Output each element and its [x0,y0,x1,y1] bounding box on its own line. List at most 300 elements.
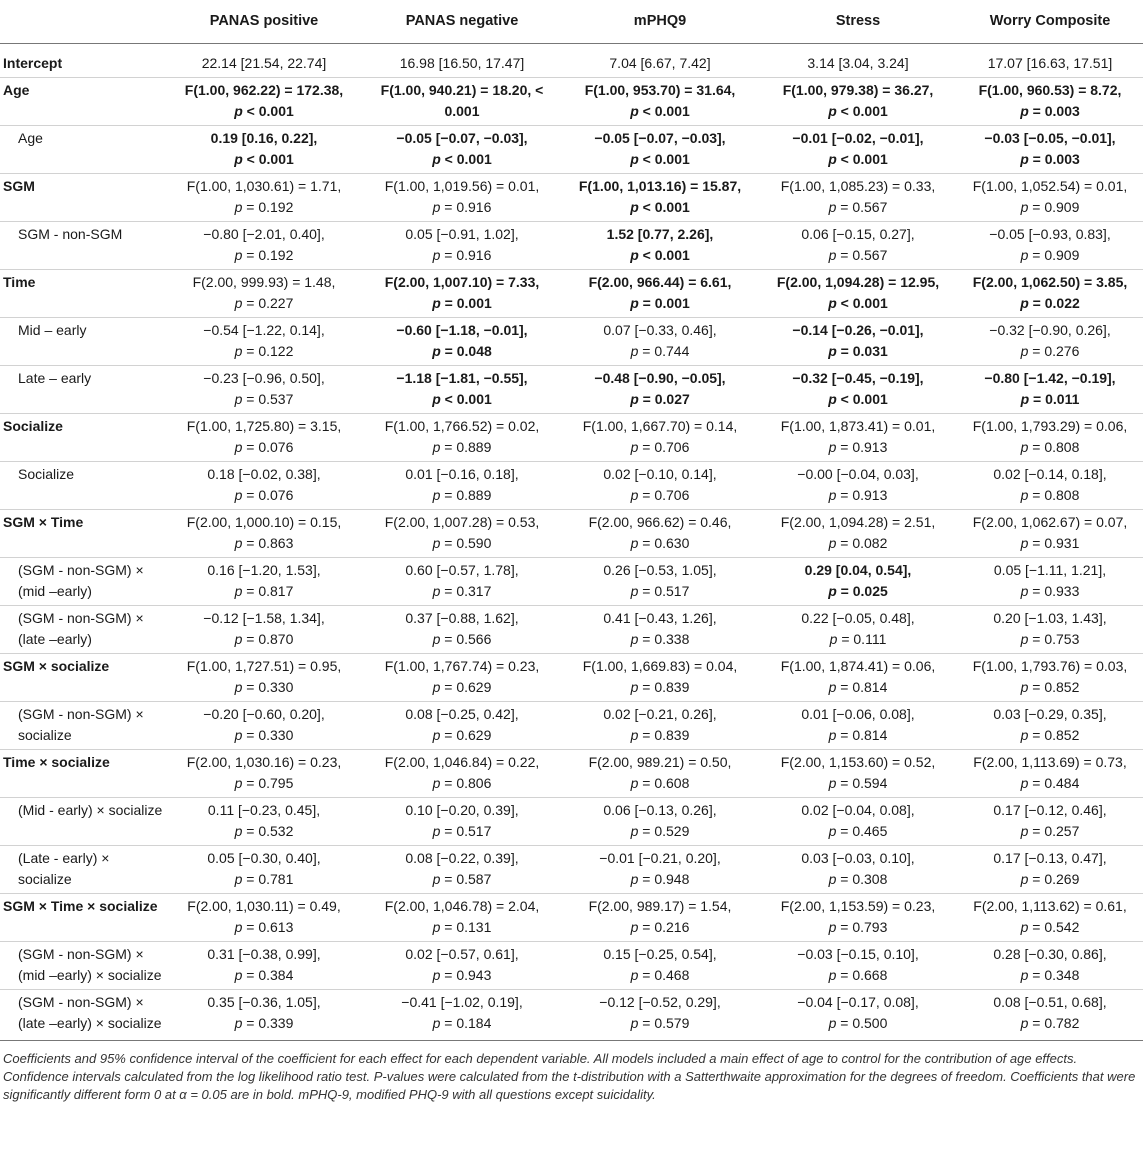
cell-line: p = 0.542 [1020,919,1080,935]
cell-line: p = 0.276 [1020,343,1080,359]
cell-line: −0.12 [−1.58, 1.34], [203,610,325,626]
row-label: Socialize [0,414,165,462]
cell-line: p = 0.579 [630,1015,690,1031]
cell-line: p = 0.192 [234,199,294,215]
table-cell [957,894,1143,942]
cell-line: p = 0.227 [234,295,294,311]
cell-line: p = 0.931 [1020,535,1080,551]
cell-line: 17.07 [16.63, 17.51] [987,55,1113,71]
table-cell [957,222,1143,270]
header-row [0,0,1143,44]
table-cell [759,750,957,798]
table-row [0,78,1143,126]
cell-line: p = 0.852 [1020,727,1080,743]
table-cell [363,750,561,798]
table-cell [561,366,759,414]
cell-line: p = 0.257 [1020,823,1080,839]
table-row [0,654,1143,702]
cell-line: 0.03 [−0.29, 0.35], [993,706,1107,722]
table-cell [363,942,561,990]
row-label: Intercept [0,44,165,78]
header-cell-stress: Stress [759,0,957,44]
cell-line: p = 0.003 [1020,103,1080,119]
table-cell [957,318,1143,366]
header-cell-panas-negative: PANAS negative [363,0,561,44]
cell-line: p = 0.889 [432,487,492,503]
cell-line: p = 0.852 [1020,679,1080,695]
table-cell [363,510,561,558]
cell-line: 0.31 [−0.38, 0.99], [207,946,321,962]
cell-line: 0.02 [−0.04, 0.08], [801,802,915,818]
cell-line: p = 0.131 [432,919,492,935]
cell-line: p = 0.587 [432,871,492,887]
table-cell [561,942,759,990]
cell-line: F(2.00, 1,153.60) = 0.52, [780,754,936,770]
cell-line: p = 0.339 [234,1015,294,1031]
table-row [0,846,1143,894]
cell-line: F(2.00, 1,062.50) = 3.85, [972,274,1128,290]
cell-line: F(1.00, 1,052.54) = 0.01, [972,178,1128,194]
cell-line: −0.12 [−0.52, 0.29], [599,994,721,1010]
cell-line: 0.16 [−1.20, 1.53], [207,562,321,578]
cell-line: p = 0.532 [234,823,294,839]
row-label: (SGM - non-SGM) × socialize [0,702,165,750]
cell-line: F(1.00, 962.22) = 172.38, [184,82,344,98]
cell-line: p = 0.567 [828,247,888,263]
cell-line: F(1.00, 1,019.56) = 0.01, [384,178,540,194]
cell-line: p = 0.384 [234,967,294,983]
table-cell [561,702,759,750]
cell-line: p = 0.338 [630,631,690,647]
cell-line: −0.23 [−0.96, 0.50], [203,370,325,386]
table-row [0,44,1143,78]
table-cell [759,510,957,558]
cell-line: p = 0.668 [828,967,888,983]
cell-line: p = 0.192 [234,247,294,263]
cell-line: p = 0.793 [828,919,888,935]
table-cell [759,894,957,942]
table-cell [759,702,957,750]
row-label: (SGM - non-SGM) × (mid –early) [0,558,165,606]
cell-line: 0.06 [−0.15, 0.27], [801,226,915,242]
cell-line: 0.001 [444,103,480,119]
header-cell-worry-composite: Worry Composite [957,0,1143,44]
table-cell [561,462,759,510]
cell-line: p = 0.839 [630,679,690,695]
cell-line: 0.07 [−0.33, 0.46], [603,322,717,338]
cell-line: p = 0.909 [1020,247,1080,263]
cell-line: F(2.00, 1,062.67) = 0.07, [972,514,1128,530]
table-cell [165,990,363,1041]
table-cell [165,846,363,894]
cell-line: p = 0.001 [432,295,492,311]
cell-line: p = 0.184 [432,1015,492,1031]
cell-line: p = 0.613 [234,919,294,935]
table-cell [363,44,561,78]
cell-line: 22.14 [21.54, 22.74] [201,55,327,71]
table-header [0,0,1143,44]
table-cell [957,270,1143,318]
row-label: (Mid - early) × socialize [0,798,165,846]
table-cell [561,270,759,318]
table-cell [165,942,363,990]
row-label: SGM × Time × socialize [0,894,165,942]
cell-line: p = 0.317 [432,583,492,599]
cell-line: 0.02 [−0.10, 0.14], [603,466,717,482]
table-cell [165,462,363,510]
table-cell [363,990,561,1041]
cell-line: 0.05 [−1.11, 1.21], [993,562,1107,578]
table-cell [561,222,759,270]
cell-line: F(2.00, 989.17) = 1.54, [588,898,732,914]
table-row [0,990,1143,1041]
cell-line: −0.01 [−0.21, 0.20], [599,850,721,866]
table-cell [363,846,561,894]
cell-line: −0.32 [−0.90, 0.26], [989,322,1111,338]
row-label: SGM [0,174,165,222]
table-row [0,606,1143,654]
table-cell [957,510,1143,558]
cell-line: F(1.00, 960.53) = 8.72, [978,82,1122,98]
cell-line: p < 0.001 [630,103,690,119]
cell-line: p = 0.076 [234,487,294,503]
cell-line: 0.10 [−0.20, 0.39], [405,802,519,818]
cell-line: −0.03 [−0.15, 0.10], [797,946,919,962]
cell-line: F(1.00, 1,766.52) = 0.02, [384,418,540,434]
table-cell [165,78,363,126]
cell-line: F(1.00, 1,767.74) = 0.23, [384,658,540,674]
table-cell [759,222,957,270]
cell-line: −0.41 [−1.02, 0.19], [401,994,523,1010]
cell-line: p = 0.594 [828,775,888,791]
cell-line: p = 0.048 [432,343,492,359]
cell-line: p = 0.629 [432,727,492,743]
cell-line: p = 0.706 [630,487,690,503]
cell-line: p = 0.782 [1020,1015,1080,1031]
cell-line: F(1.00, 1,727.51) = 0.95, [186,658,342,674]
cell-line: F(1.00, 1,669.83) = 0.04, [582,658,738,674]
table-cell [165,510,363,558]
table-cell [561,750,759,798]
cell-line: p < 0.001 [630,199,690,215]
cell-line: F(1.00, 1,873.41) = 0.01, [780,418,936,434]
table-cell [759,654,957,702]
cell-line: p = 0.269 [1020,871,1080,887]
cell-line: F(2.00, 1,007.10) = 7.33, [384,274,540,290]
table-cell [759,846,957,894]
table-cell [165,174,363,222]
cell-line: 0.22 [−0.05, 0.48], [801,610,915,626]
cell-line: F(1.00, 1,013.16) = 15.87, [578,178,742,194]
table-cell [759,606,957,654]
table-cell [561,846,759,894]
table-cell [363,462,561,510]
row-label: SGM × Time [0,510,165,558]
cell-line: p = 0.753 [1020,631,1080,647]
cell-line: p = 0.348 [1020,967,1080,983]
row-label: (SGM - non-SGM) × (mid –early) × socialize [0,942,165,990]
cell-line: 0.02 [−0.57, 0.61], [405,946,519,962]
cell-line: 1.52 [0.77, 2.26], [606,226,714,242]
table-cell [759,414,957,462]
table-cell [561,558,759,606]
cell-line: p = 0.465 [828,823,888,839]
table-cell [759,558,957,606]
cell-line: p = 0.330 [234,727,294,743]
cell-line: p = 0.082 [828,535,888,551]
table-cell [363,654,561,702]
cell-line: p = 0.468 [630,967,690,983]
table-cell [561,894,759,942]
cell-line: p = 0.001 [630,295,690,311]
cell-line: F(2.00, 1,153.59) = 0.23, [780,898,936,914]
table-cell [759,78,957,126]
cell-line: 0.01 [−0.16, 0.18], [405,466,519,482]
cell-line: F(1.00, 1,725.80) = 3.15, [186,418,342,434]
cell-line: −0.80 [−2.01, 0.40], [203,226,325,242]
table-row [0,558,1143,606]
cell-line: 0.11 [−0.23, 0.45], [207,802,321,818]
cell-line: p = 0.795 [234,775,294,791]
table-cell [759,270,957,318]
cell-line: −0.80 [−1.42, −0.19], [984,370,1116,386]
table-cell [165,606,363,654]
cell-line: p = 0.529 [630,823,690,839]
table-cell [165,750,363,798]
cell-line: p = 0.517 [630,583,690,599]
cell-line: −0.20 [−0.60, 0.20], [203,706,325,722]
table-cell [759,798,957,846]
cell-line: p < 0.001 [828,391,888,407]
table-row [0,510,1143,558]
cell-line: 0.08 [−0.25, 0.42], [405,706,519,722]
cell-line: p = 0.814 [828,727,888,743]
table-cell [363,78,561,126]
cell-line: F(2.00, 966.44) = 6.61, [588,274,732,290]
table-cell [363,126,561,174]
cell-line: p = 0.817 [234,583,294,599]
cell-line: p < 0.001 [234,103,294,119]
table-cell [561,654,759,702]
cell-line: F(2.00, 966.62) = 0.46, [588,514,732,530]
row-label: Time × socialize [0,750,165,798]
cell-line: 0.06 [−0.13, 0.26], [603,802,717,818]
table-cell [363,702,561,750]
table-cell [957,126,1143,174]
cell-line: p = 0.216 [630,919,690,935]
cell-line: p = 0.566 [432,631,492,647]
cell-line: p = 0.027 [630,391,690,407]
cell-line: 0.19 [0.16, 0.22], [210,130,318,146]
cell-line: p = 0.122 [234,343,294,359]
cell-line: F(2.00, 1,000.10) = 0.15, [186,514,342,530]
cell-line: p = 0.948 [630,871,690,887]
cell-line: F(2.00, 1,030.11) = 0.49, [187,898,341,914]
table-cell [957,462,1143,510]
cell-line: F(1.00, 1,085.23) = 0.33, [780,178,936,194]
cell-line: 0.15 [−0.25, 0.54], [603,946,717,962]
cell-line: p = 0.839 [630,727,690,743]
cell-line: p = 0.330 [234,679,294,695]
cell-line: p = 0.031 [828,343,888,359]
cell-line: F(2.00, 1,007.28) = 0.53, [384,514,540,530]
table-row [0,942,1143,990]
table-cell [957,606,1143,654]
table-cell [759,318,957,366]
cell-line: p = 0.111 [829,631,887,647]
table-cell [165,222,363,270]
row-label: Age [0,78,165,126]
table-cell [759,126,957,174]
cell-line: F(1.00, 940.21) = 18.20, < [380,82,544,98]
table-cell [759,462,957,510]
cell-line: 3.14 [3.04, 3.24] [807,55,909,71]
table-row [0,366,1143,414]
table-cell [957,798,1143,846]
cell-line: p = 0.537 [234,391,294,407]
cell-line: −0.05 [−0.93, 0.83], [989,226,1111,242]
cell-line: 0.29 [0.04, 0.54], [804,562,912,578]
header-cell-effect [0,0,165,44]
row-label: SGM × socialize [0,654,165,702]
cell-line: p = 0.308 [828,871,888,887]
cell-line: p = 0.517 [432,823,492,839]
table-cell [363,798,561,846]
cell-line: 0.60 [−0.57, 1.78], [405,562,519,578]
table-cell [363,222,561,270]
cell-line: p = 0.744 [630,343,690,359]
cell-line: p = 0.025 [828,583,888,599]
cell-line: p = 0.630 [630,535,690,551]
cell-line: 0.17 [−0.13, 0.47], [993,850,1107,866]
table-cell [957,942,1143,990]
table-cell [759,942,957,990]
table-row [0,798,1143,846]
table-cell [165,126,363,174]
cell-line: p = 0.781 [234,871,294,887]
cell-line: p = 0.076 [234,439,294,455]
cell-line: F(2.00, 999.93) = 1.48, [192,274,336,290]
table-cell [957,654,1143,702]
table-row [0,462,1143,510]
table-cell [561,126,759,174]
table-cell [957,702,1143,750]
cell-line: F(1.00, 1,667.70) = 0.14, [582,418,738,434]
table-cell [759,366,957,414]
table-cell [561,318,759,366]
table-cell [759,174,957,222]
cell-line: 0.37 [−0.88, 1.62], [405,610,519,626]
table-cell [957,846,1143,894]
table-cell [165,414,363,462]
cell-line: 0.20 [−1.03, 1.43], [993,610,1107,626]
cell-line: −0.54 [−1.22, 0.14], [203,322,325,338]
row-label: Late – early [0,366,165,414]
table-row [0,414,1143,462]
cell-line: F(2.00, 1,113.62) = 0.61, [973,898,1127,914]
row-label: Socialize [0,462,165,510]
table-cell [363,318,561,366]
cell-line: F(1.00, 1,030.61) = 1.71, [186,178,342,194]
cell-line: −0.48 [−0.90, −0.05], [594,370,726,386]
cell-line: 0.17 [−0.12, 0.46], [993,802,1107,818]
row-label: (Late - early) × socialize [0,846,165,894]
table-cell [957,750,1143,798]
row-label: Age [0,126,165,174]
header-cell-mphq9: mPHQ9 [561,0,759,44]
cell-line: F(1.00, 953.70) = 31.64, [584,82,736,98]
cell-line: p = 0.943 [432,967,492,983]
table-cell [957,366,1143,414]
cell-line: F(1.00, 1,793.29) = 0.06, [972,418,1128,434]
table-cell [957,78,1143,126]
cell-line: p = 0.011 [1020,391,1080,407]
table-row [0,222,1143,270]
table-cell [759,44,957,78]
cell-line: 0.01 [−0.06, 0.08], [801,706,915,722]
cell-line: 7.04 [6.67, 7.42] [609,55,711,71]
table-row [0,318,1143,366]
row-label: SGM - non-SGM [0,222,165,270]
cell-line: F(2.00, 1,113.69) = 0.73, [973,754,1127,770]
table-cell [165,894,363,942]
cell-line: p = 0.916 [432,247,492,263]
table-cell [363,414,561,462]
cell-line: p = 0.913 [828,439,888,455]
cell-line: p = 0.863 [234,535,294,551]
cell-line: −0.05 [−0.07, −0.03], [594,130,726,146]
table-cell [363,558,561,606]
row-label: (SGM - non-SGM) × (late –early) × socialize [0,990,165,1041]
cell-line: p = 0.870 [234,631,294,647]
cell-line: F(1.00, 1,874.41) = 0.06, [780,658,936,674]
cell-line: p < 0.001 [828,103,888,119]
table-cell [561,510,759,558]
table-cell [363,366,561,414]
row-label: Mid – early [0,318,165,366]
cell-line: −0.01 [−0.02, −0.01], [792,130,924,146]
table-cell [165,654,363,702]
cell-line: p = 0.808 [1020,487,1080,503]
table-cell [759,990,957,1041]
cell-line: F(2.00, 1,094.28) = 12.95, [776,274,940,290]
table-cell [165,318,363,366]
cell-line: 0.35 [−0.36, 1.05], [207,994,321,1010]
table-row [0,270,1143,318]
cell-line: 16.98 [16.50, 17.47] [399,55,525,71]
cell-line: p = 0.909 [1020,199,1080,215]
cell-line: 0.26 [−0.53, 1.05], [603,562,717,578]
cell-line: −0.32 [−0.45, −0.19], [792,370,924,386]
cell-line: p = 0.500 [828,1015,888,1031]
cell-line: F(2.00, 1,046.78) = 2.04, [384,898,540,914]
table-cell [165,270,363,318]
table-cell [957,558,1143,606]
cell-line: 0.41 [−0.43, 1.26], [603,610,717,626]
cell-line: −0.05 [−0.07, −0.03], [396,130,528,146]
cell-line: p < 0.001 [630,247,690,263]
cell-line: p < 0.001 [630,151,690,167]
table-cell [165,558,363,606]
table-cell [561,44,759,78]
cell-line: F(2.00, 1,030.16) = 0.23, [186,754,342,770]
table-cell [561,798,759,846]
cell-line: p = 0.706 [630,439,690,455]
cell-line: p = 0.814 [828,679,888,695]
cell-line: F(1.00, 979.38) = 36.27, [782,82,934,98]
cell-line: p < 0.001 [432,391,492,407]
cell-line: 0.02 [−0.21, 0.26], [603,706,717,722]
